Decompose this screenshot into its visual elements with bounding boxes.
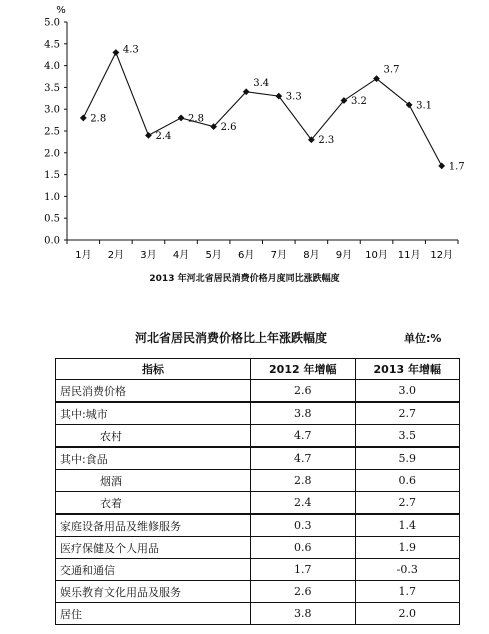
data-point-marker (438, 162, 445, 169)
row-value-2013: 2.7 (355, 492, 460, 515)
x-tick-label: 1月 (75, 250, 92, 261)
data-label: 1.7 (448, 161, 465, 173)
x-tick-label: 8月 (303, 250, 320, 261)
data-label: 4.3 (122, 44, 139, 56)
row-value-2012: 1.7 (251, 559, 356, 581)
x-tick-label: 3月 (140, 250, 157, 261)
table-header-row (56, 359, 460, 380)
row-value-2013: 3.5 (355, 425, 460, 448)
price-table (55, 358, 460, 625)
data-label: 3.4 (253, 77, 270, 89)
data-label: 2.8 (90, 113, 107, 125)
x-tick-label: 4月 (172, 250, 190, 261)
row-value-2012: 4.7 (251, 425, 356, 448)
y-tick-label: 1.0 (44, 191, 60, 203)
x-tick-label: 7月 (270, 250, 287, 261)
row-value-2012: 2.8 (251, 470, 356, 492)
row-value-2013: -0.3 (355, 559, 460, 581)
row-label: 居住 (56, 603, 251, 625)
row-value-2012: 0.3 (251, 514, 356, 537)
row-label: 衣着 (56, 492, 251, 515)
row-label: 娱乐教育文化用品及服务 (56, 581, 251, 603)
x-tick-label: 6月 (238, 250, 255, 261)
y-tick-label: 4.5 (44, 39, 60, 51)
table-title: 河北省居民消费价格比上年涨跌幅度 (135, 331, 328, 345)
header-2013: 2013 年增幅 (355, 359, 460, 380)
row-label: 其中:食品 (56, 447, 251, 470)
x-tick-label: 10月 (365, 250, 388, 261)
row-value-2013: 0.6 (355, 470, 460, 492)
data-point-marker (178, 115, 185, 122)
row-value-2012: 3.8 (251, 402, 356, 425)
table-row (56, 559, 460, 581)
x-tick-label: 11月 (397, 250, 421, 261)
row-value-2013: 1.7 (355, 581, 460, 603)
y-tick-label: 3.5 (44, 82, 60, 94)
data-label: 3.1 (416, 100, 433, 112)
header-indicator: 指标 (56, 359, 251, 380)
data-label: 2.3 (318, 135, 335, 147)
y-unit-label: % (56, 5, 66, 16)
x-tick-label: 2月 (107, 250, 125, 261)
x-tick-label: 12月 (430, 250, 454, 261)
row-value-2013: 3.0 (355, 380, 460, 403)
row-label: 农村 (56, 425, 251, 448)
row-label: 其中:城市 (56, 402, 251, 425)
row-label: 医疗保健及个人用品 (56, 537, 251, 559)
data-label: 2.8 (188, 113, 204, 125)
y-tick-label: 0.0 (44, 235, 60, 247)
data-point-marker (145, 132, 152, 139)
table-row (56, 581, 460, 603)
table-row (56, 492, 460, 515)
y-tick-label: 5.0 (44, 17, 60, 29)
row-label: 家庭设备用品及维修服务 (56, 514, 251, 537)
row-value-2012: 0.6 (251, 537, 356, 559)
y-tick-label: 1.5 (44, 170, 60, 182)
data-point-marker (112, 49, 119, 56)
row-label: 交通和通信 (56, 559, 251, 581)
row-value-2013: 2.7 (355, 402, 460, 425)
table-unit: 单位:% (404, 332, 442, 345)
row-value-2012: 2.4 (251, 492, 356, 515)
row-label: 居民消费价格 (56, 380, 251, 403)
y-tick-label: 2.0 (44, 148, 60, 160)
chart-title: 2013 年河北省居民消费价格月度同比涨跌幅度 (149, 274, 340, 284)
table-row (56, 447, 460, 470)
row-value-2013: 5.9 (355, 447, 460, 470)
y-tick-label: 3.0 (44, 104, 60, 116)
table-row (56, 514, 460, 537)
table-row (56, 380, 460, 403)
header-2012: 2012 年增幅 (251, 359, 356, 380)
table-row (56, 537, 460, 559)
data-label: 2.6 (220, 122, 237, 134)
y-tick-label: 0.5 (44, 213, 60, 225)
line-chart (0, 0, 489, 300)
data-label: 3.2 (350, 95, 367, 107)
table-row (56, 470, 460, 492)
data-label: 2.4 (155, 130, 172, 142)
row-value-2012: 2.6 (251, 380, 356, 403)
y-tick-label: 4.0 (44, 61, 60, 73)
table-row (56, 425, 460, 448)
row-value-2013: 1.9 (355, 537, 460, 559)
row-value-2012: 2.6 (251, 581, 356, 603)
row-value-2013: 2.0 (355, 603, 460, 625)
chart-canvas (0, 0, 489, 300)
data-label: 3.3 (285, 91, 302, 103)
row-value-2013: 1.4 (355, 514, 460, 537)
x-tick-label: 5月 (205, 250, 222, 261)
table-row (56, 603, 460, 625)
row-value-2012: 3.8 (251, 603, 356, 625)
x-tick-label: 9月 (335, 250, 353, 261)
data-point-marker (80, 115, 87, 122)
data-label: 3.7 (383, 64, 400, 76)
row-label: 烟酒 (56, 470, 251, 492)
y-tick-label: 2.5 (44, 126, 60, 138)
row-value-2012: 4.7 (251, 447, 356, 470)
table-row (56, 402, 460, 425)
